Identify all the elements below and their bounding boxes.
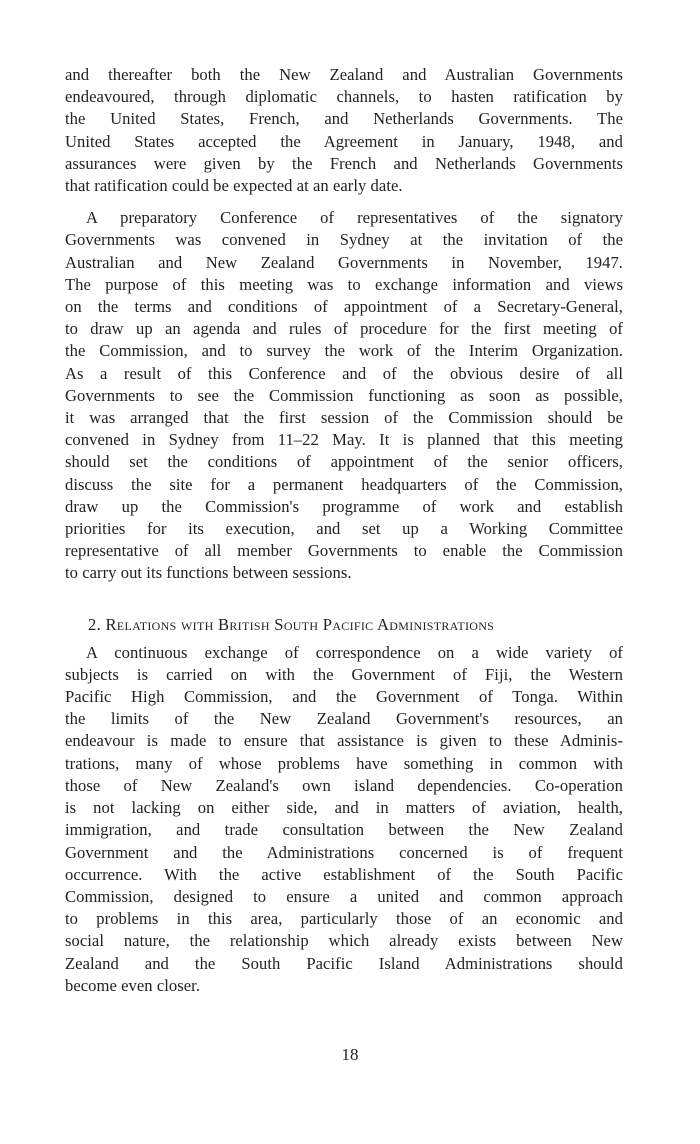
text-line: A continuous exchange of correspondence on a wide variety of [86, 642, 623, 662]
text-line: subjects is carried on with the Government of Fiji, the Western [65, 664, 623, 684]
text-line: representative of all member Governments to enable the Commission [65, 541, 623, 561]
text-line: become even closer. [65, 975, 201, 995]
text-line: immigration, and trade consultation between the New Zealand [65, 820, 623, 840]
text-line: the United States, French, and Netherlands Governments. The [65, 109, 623, 129]
text-line: and thereafter both the New Zealand and Australian Governments [65, 65, 623, 84]
text-line: As a result of this Conference and of the obvious desire of all [65, 363, 623, 383]
document-page [65, 64, 623, 997]
text-line: those of New Zealand's own island dependencies. Co-operation [65, 775, 623, 795]
text-line: endeavoured, through diplomatic channels, to hasten ratification by [65, 87, 623, 107]
text-line: to problems in this area, particularly those of an economic and [65, 909, 623, 929]
text-line: United States accepted the Agreement in January, 1948, and [65, 131, 623, 151]
text-line: it was arranged that the first session of the Commission should be [65, 408, 623, 428]
text-line: Pacific High Commission, and the Government of Tonga. Within [65, 687, 623, 707]
text-line: Commission, designed to ensure a united and common approach [65, 886, 623, 906]
text-line: occurrence. With the active establishment of the South Pacific [65, 864, 623, 884]
text-line: should set the conditions of appointment of the senior officers, [65, 452, 623, 472]
section-heading: 2. Relations with British South Pacific Administrations [88, 614, 495, 634]
text-line: Governments to see the Commission functioning as soon as possible, [65, 385, 623, 405]
text-line: that ratification could be expected at an early date. [65, 176, 403, 196]
text-line: trations, many of whose problems have something in common with [65, 753, 623, 773]
page-number: 18 [341, 1045, 359, 1064]
text-line: convened in Sydney from 11–22 May. It is planned that this meeting [65, 430, 623, 450]
text-line: The purpose of this meeting was to exchange information and views [65, 274, 623, 294]
text-line: Australian and New Zealand Governments in November, 1947. [65, 252, 623, 272]
text-line: is not lacking on either side, and in matters of aviation, health, [65, 798, 623, 818]
text-line: Governments was convened in Sydney at the invitation of the [65, 230, 623, 250]
text-line: priorities for its execution, and set up a Working Committee [65, 519, 623, 539]
text-line: draw up the Commission's programme of work and establish [65, 496, 623, 516]
text-line: assurances were given by the French and Netherlands Governments [65, 153, 623, 173]
text-line: Zealand and the South Pacific Island Administrations should [65, 953, 623, 973]
text-line: to draw up an agenda and rules of procedure for the first meeting of [65, 319, 623, 339]
text-line: on the terms and conditions of appointment of a Secretary-General, [65, 297, 623, 317]
text-line: the Commission, and to survey the work of the Interim Organization. [65, 341, 623, 361]
text-line: endeavour is made to ensure that assistance is given to these Adminis- [65, 731, 623, 751]
text-line: Government and the Administrations concerned is of frequent [65, 842, 623, 862]
text-line: the limits of the New Zealand Government's resources, an [65, 709, 623, 729]
text-line: to carry out its functions between sessions. [65, 563, 352, 583]
paragraph-ratification [65, 64, 623, 197]
text-line: social nature, the relationship which already exists between New [65, 931, 623, 951]
paragraph-preparatory-conference [65, 207, 623, 584]
paragraph-relations [65, 642, 623, 997]
text-line: discuss the site for a permanent headquarters of the Commission, [65, 474, 623, 494]
text-line: A preparatory Conference of representatives of the signatory [86, 208, 623, 228]
